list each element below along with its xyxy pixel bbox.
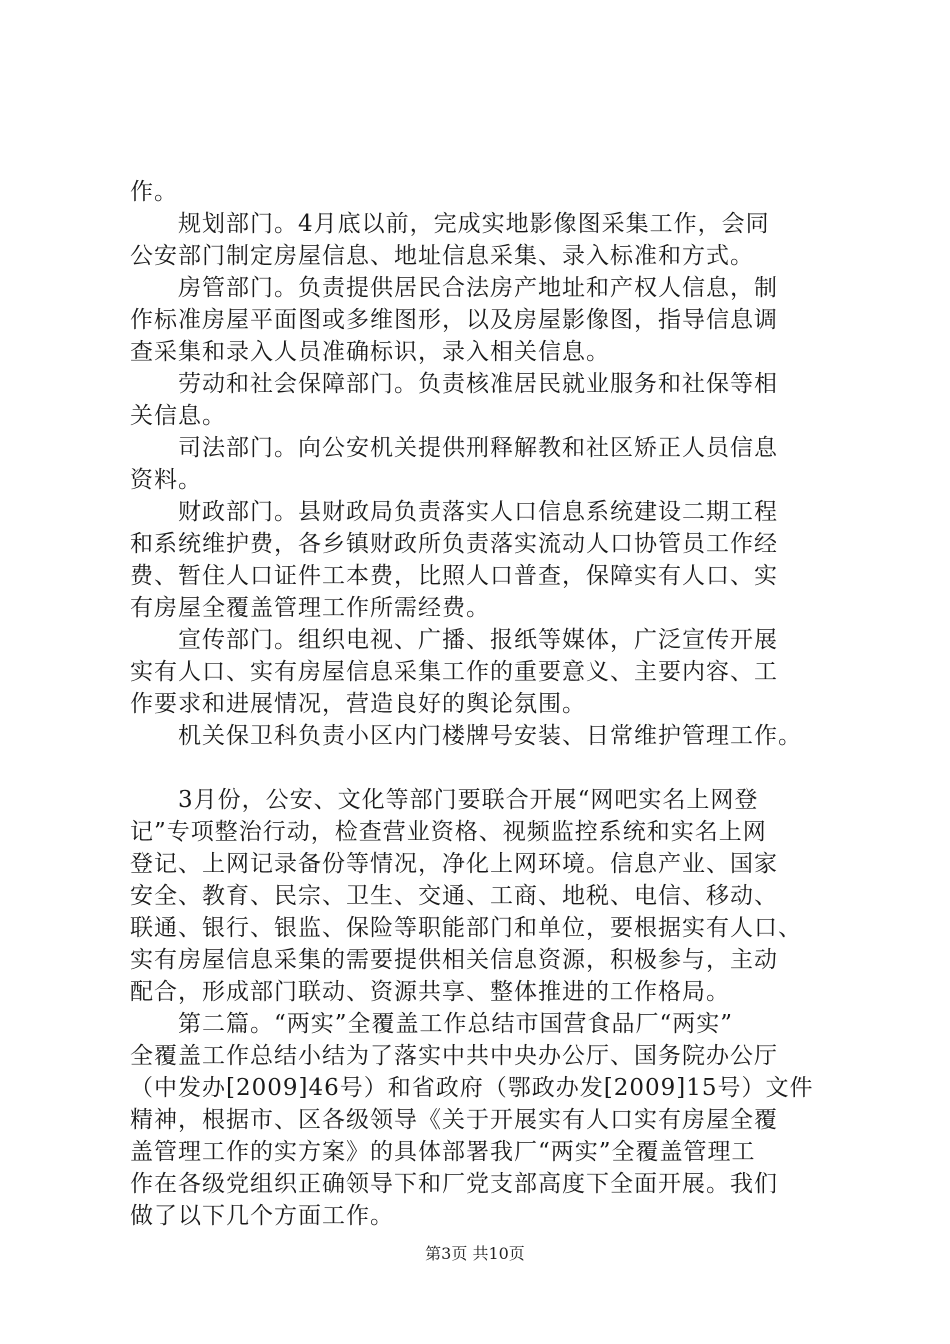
paragraph-line: 作在各级党组织正确领导下和厂党支部高度下全面开展。我们 [130, 1171, 778, 1197]
paragraph-line: 实有房屋信息采集的需要提供相关信息资源，积极参与，主动 [130, 947, 778, 973]
paragraph-line: 有房屋全覆盖管理工作所需经费。 [130, 595, 490, 621]
paragraph-line: 机关保卫科负责小区内门楼牌号安装、日常维护管理工作。 [178, 723, 802, 749]
paragraph-line: 宣传部门。组织电视、广播、报纸等媒体，广泛宣传开展 [178, 627, 778, 653]
page-number-footer: 第3页 共10页 [425, 1244, 525, 1263]
paragraph-line: 第二篇。“两实”全覆盖工作总结市国营食品厂“两实” [178, 1011, 734, 1037]
paragraph-line: 记”专项整治行动，检查营业资格、视频监控系统和实名上网 [130, 819, 767, 845]
paragraph-line: 房管部门。负责提供居民合法房产地址和产权人信息，制 [178, 275, 778, 301]
paragraph-line: 费、暂住人口证件工本费，比照人口普查，保障实有人口、实 [130, 563, 778, 589]
paragraph-line: 精神，根据市、区各级领导《关于开展实有人口实有房屋全覆 [130, 1107, 778, 1133]
paragraph-line: 公安部门制定房屋信息、地址信息采集、录入标准和方式。 [130, 243, 754, 269]
paragraph-line: 劳动和社会保障部门。负责核准居民就业服务和社保等相 [178, 371, 778, 397]
paragraph-line: 做了以下几个方面工作。 [130, 1203, 394, 1229]
paragraph-line: 实有人口、实有房屋信息采集工作的重要意义、主要内容、工 [130, 659, 778, 685]
paragraph-line: 联通、银行、银监、保险等职能部门和单位，要根据实有人口、 [130, 915, 802, 941]
paragraph-line: 全覆盖工作总结小结为了落实中共中央办公厅、国务院办公厅 [130, 1043, 778, 1069]
paragraph-line: 和系统维护费，各乡镇财政所负责落实流动人口协管员工作经 [130, 531, 778, 557]
paragraph-line: 安全、教育、民宗、卫生、交通、工商、地税、电信、移动、 [130, 883, 778, 909]
paragraph-line: 查采集和录入人员准确标识，录入相关信息。 [130, 339, 610, 365]
paragraph-line: 盖管理工作的实方案》的具体部署我厂“两实”全覆盖管理工 [130, 1139, 756, 1165]
paragraph-line: 财政部门。县财政局负责落实人口信息系统建设二期工程 [178, 499, 778, 525]
paragraph-line: 作。 [130, 179, 178, 205]
paragraph-line: 作标准房屋平面图或多维图形，以及房屋影像图，指导信息调 [130, 307, 778, 333]
paragraph-line: 作要求和进展情况，营造良好的舆论氛围。 [130, 691, 586, 717]
paragraph-line: 3月份，公安、文化等部门要联合开展“网吧实名上网登 [178, 787, 759, 813]
paragraph-line: 登记、上网记录备份等情况，净化上网环境。信息产业、国家 [130, 851, 778, 877]
paragraph-line: 资料。 [130, 467, 202, 493]
paragraph-line: （中发办[2009]46号）和省政府（鄂政办发[2009]15号）文件 [130, 1075, 814, 1101]
paragraph-line: 配合，形成部门联动、资源共享、整体推进的工作格局。 [130, 979, 730, 1005]
paragraph-line: 司法部门。向公安机关提供刑释解教和社区矫正人员信息 [178, 435, 778, 461]
paragraph-line: 关信息。 [130, 403, 226, 429]
paragraph-line: 规划部门。4月底以前，完成实地影像图采集工作，会同 [178, 211, 770, 237]
